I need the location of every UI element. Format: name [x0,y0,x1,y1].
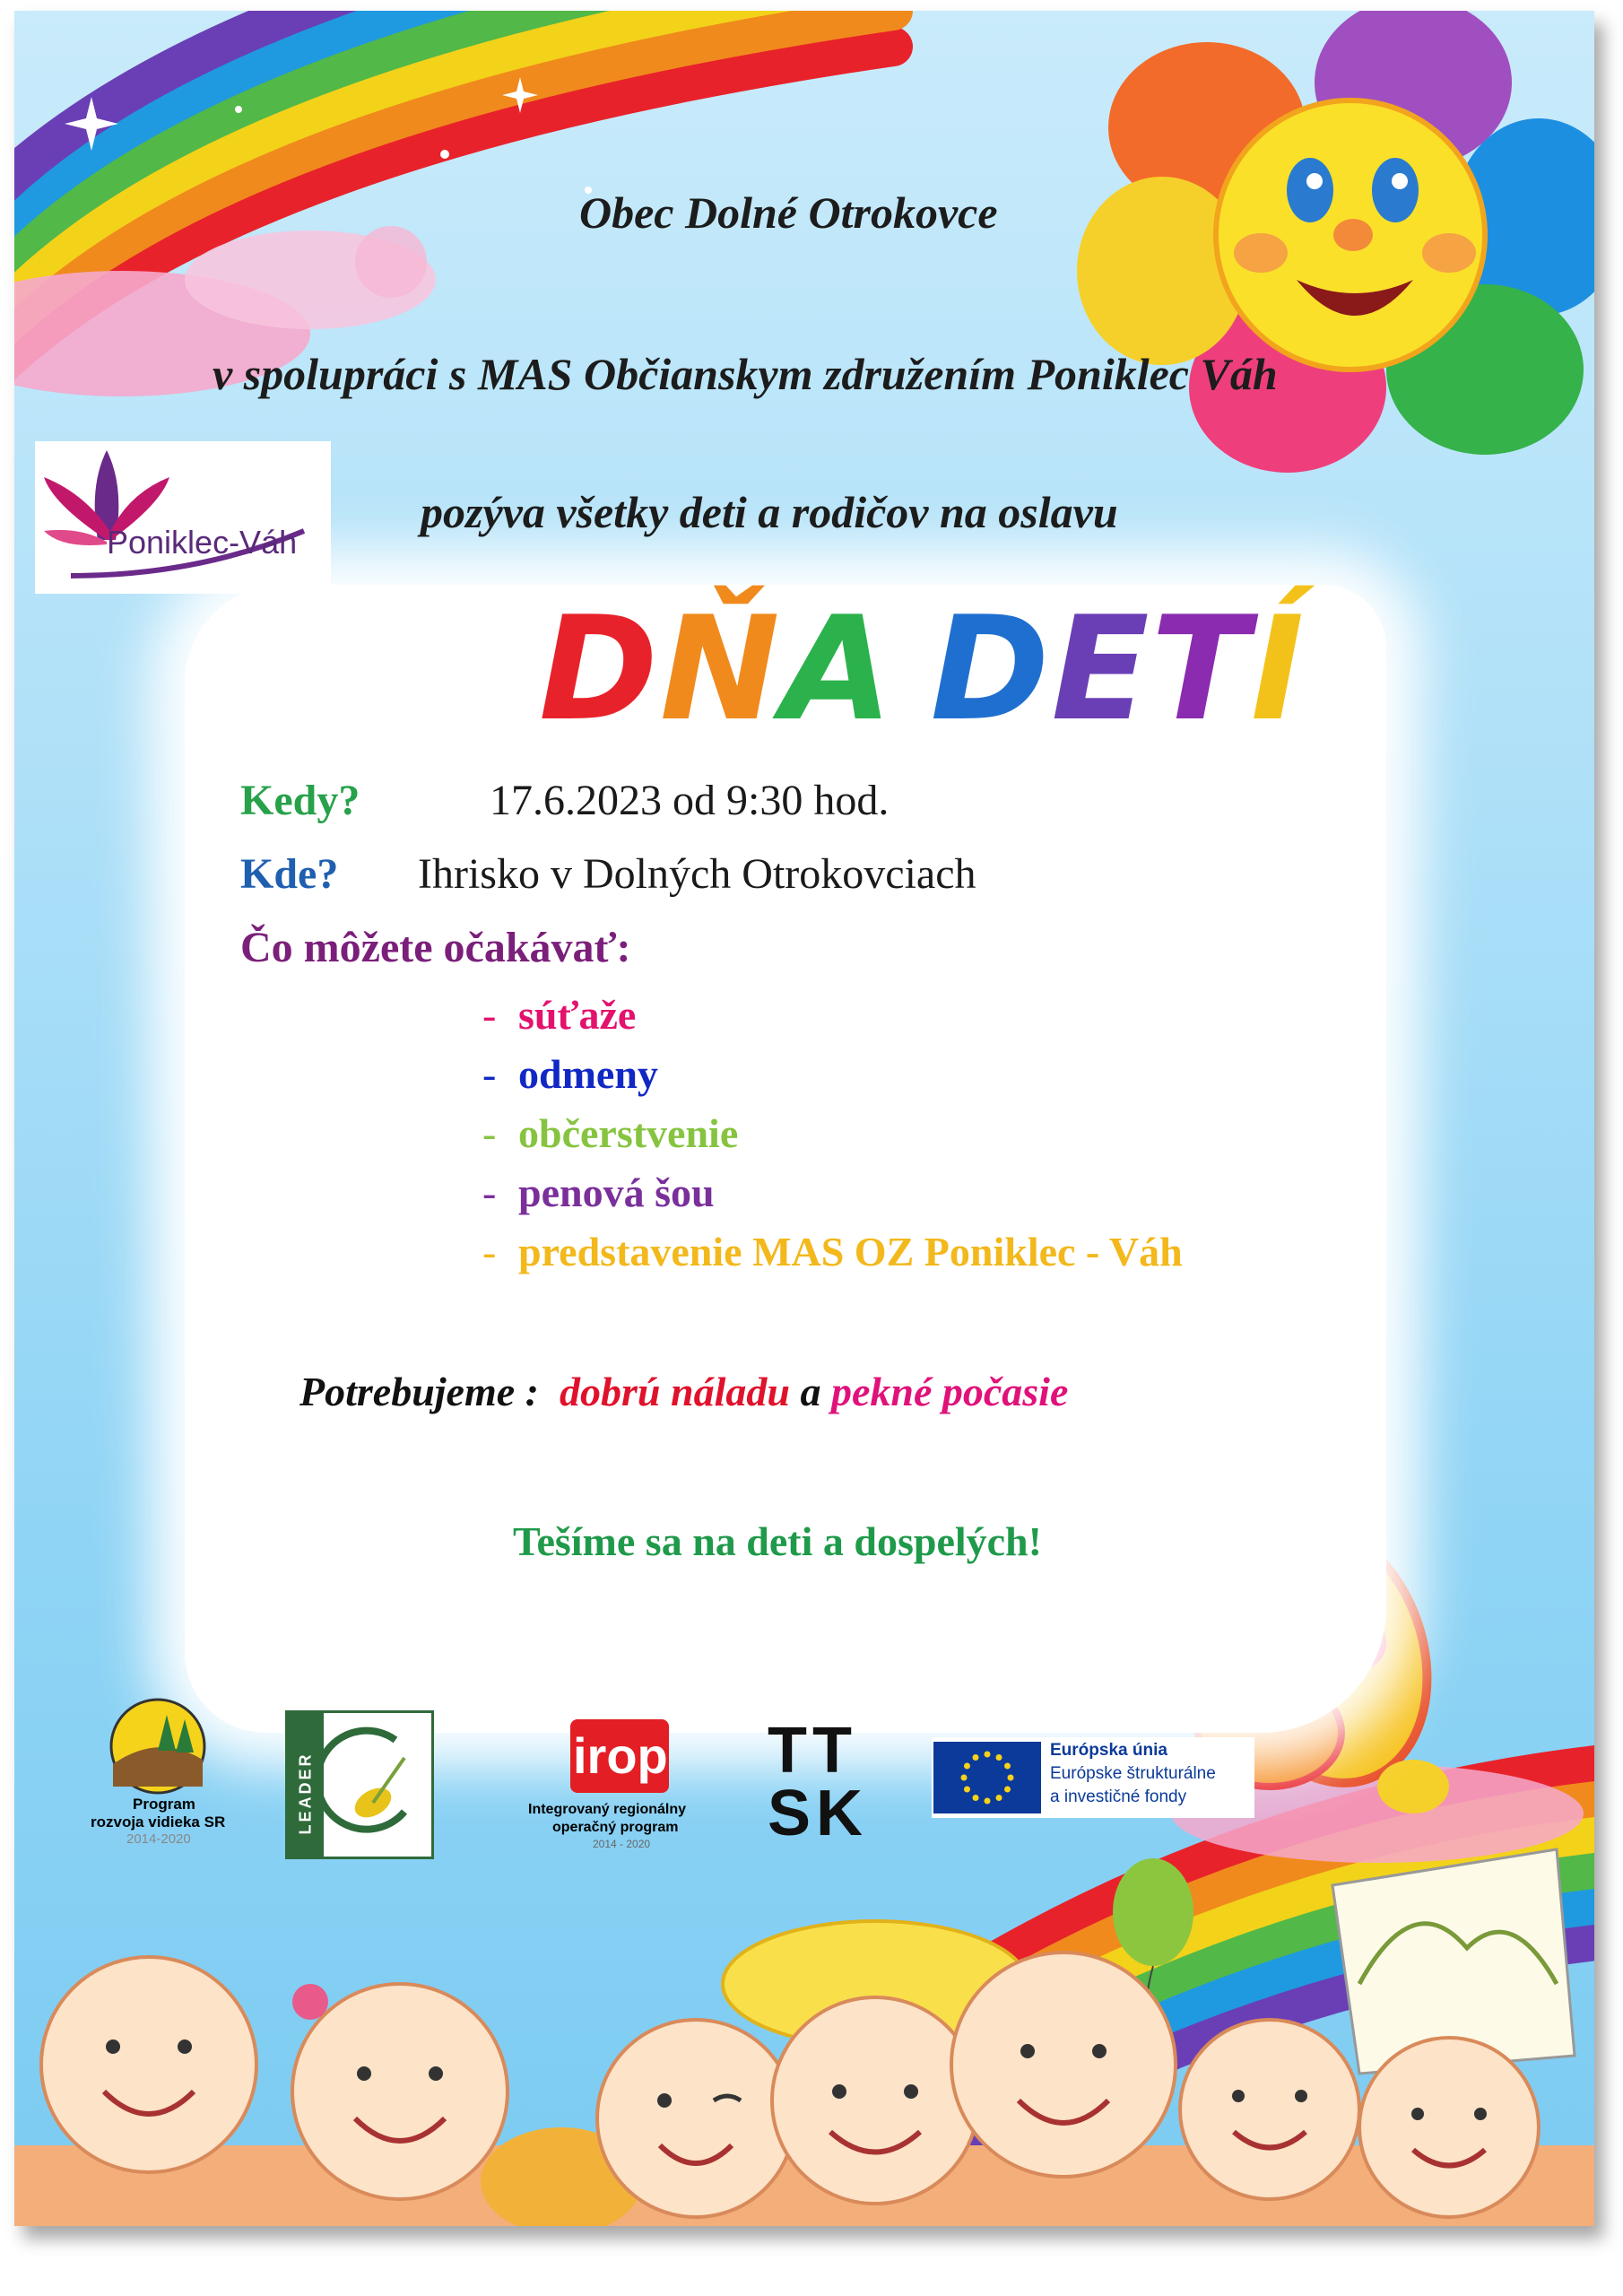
program-item [482,991,636,1039]
invitation-line: pozýva všetky deti a rodičov na oslavu [421,487,1118,537]
program-item-dash: - [482,1229,497,1274]
poniklec-logo-text: Poniklec-Váh [107,524,298,561]
eu-star-icon [973,1754,979,1761]
poniklec-vah-logo [35,441,331,594]
need-item-weather: pekné počasie [830,1369,1069,1414]
eu-star-icon [964,1787,970,1793]
eu-line3: a investičné fondy [1050,1787,1187,1806]
irop-years: 2014 - 2020 [593,1838,651,1850]
leader-text: LEADER [296,1752,315,1835]
title-letter: E [1051,585,1151,752]
where-label: Kde? [240,850,339,898]
ttsk-line2: SK [768,1778,869,1849]
program-item [482,1050,658,1098]
program-item [482,1109,738,1157]
program-item-text: občerstvenie [518,1110,739,1156]
organizer-heading: Obec Dolné Otrokovce [579,187,998,238]
need-label: Potrebujeme : [299,1369,539,1414]
program-item [482,1169,715,1216]
when-label: Kedy? [240,777,360,824]
eu-star-icon [985,1752,991,1758]
eu-star-icon [985,1798,991,1805]
need-line [299,1368,1068,1415]
eu-star-icon [996,1754,1002,1761]
eu-star-icon [964,1763,970,1770]
title-letter: D [539,585,660,752]
eu-star-icon [1004,1787,1011,1793]
eu-star-icon [1008,1775,1014,1781]
title-letter: A [781,585,895,752]
program-item-text: predstavenie MAS OZ Poniklec - Váh [518,1229,1183,1274]
eu-flag-icon [933,1742,1041,1813]
need-item-mood: dobrú náladu [560,1369,790,1414]
irop-line1: Integrovaný regionálny [528,1802,687,1817]
program-item-text: odmeny [518,1051,658,1097]
irop-line2: operačný program [552,1820,679,1835]
leader-emblem-icon [288,1713,431,1857]
program-item-dash: - [482,1110,497,1156]
prv-years: 2014-2020 [126,1831,191,1847]
eu-star-icon [1004,1763,1011,1770]
when-value: 17.6.2023 od 9:30 hod. [490,777,890,824]
irop-mark: irop [573,1727,668,1784]
eu-star-icon [996,1795,1002,1801]
program-item-dash: - [482,992,497,1038]
poniklec-flower-icon [35,441,331,594]
title-letter [895,585,931,752]
children-illustration [14,1849,1594,2226]
eu-star-icon [961,1775,968,1781]
ttsk-line1: TT [768,1715,857,1787]
title-letter: D [930,585,1052,752]
prv-emblem-icon [86,1697,230,1796]
cooperation-line: v spolupráci s MAS Občianskym združením Poniklec Váh [213,349,1278,399]
prv-line2: rozvoja vidieka SR [91,1813,226,1831]
sun-flower-illustration [1077,11,1594,473]
irop-logo [521,1719,709,1863]
program-item [482,1228,1183,1275]
eu-line2: Európske štrukturálne [1050,1764,1216,1783]
program-item-text: penová šou [518,1170,715,1215]
need-conjunction: a [800,1369,821,1414]
eu-star-icon [973,1795,979,1801]
where-value: Ihrisko v Dolných Otrokovciach [418,850,976,898]
prv-line1: Program [133,1796,195,1813]
program-item-text: súťaže [518,992,637,1038]
prv-logo [86,1697,230,1849]
event-title [539,585,1306,752]
program-item-dash: - [482,1170,497,1215]
ttsk-logo [760,1715,877,1854]
title-letter: T [1150,585,1251,752]
leader-logo [285,1710,434,1859]
title-letter: Í [1250,585,1306,752]
eu-line1: Európska únia [1050,1741,1167,1760]
expect-label: Čo môžete očakávať: [240,924,631,971]
title-letter: Ň [659,585,782,752]
program-item-dash: - [482,1051,497,1097]
eu-logo [932,1737,1254,1818]
closing-line: Tešíme sa na deti a dospelých! [513,1518,1042,1564]
poster [14,11,1594,2226]
